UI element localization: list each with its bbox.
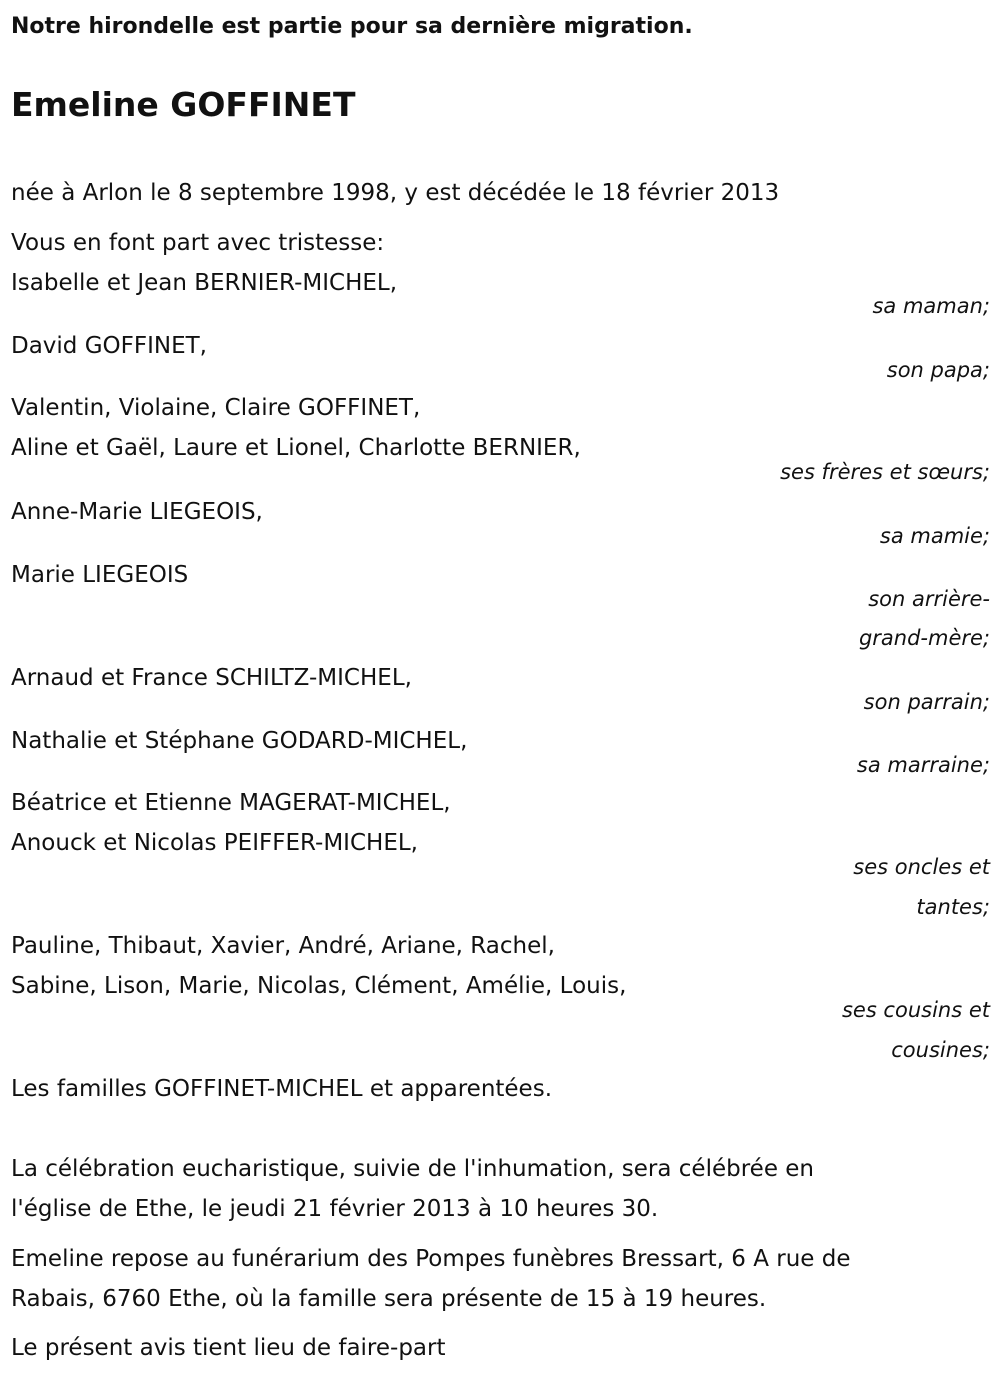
- family-names: David GOFFINET,: [11, 333, 207, 359]
- family-names: Marie LIEGEOIS: [11, 562, 189, 588]
- repose-text: Rabais, 6760 Ethe, où la famille sera présente de 15 à 19 heures.: [11, 1286, 767, 1312]
- family-names: Anne-Marie LIEGEOIS,: [11, 499, 263, 525]
- family-relation: grand-mère;: [858, 626, 990, 650]
- family-relation: son arrière-: [868, 587, 990, 611]
- intro: Vous en font part avec tristesse:: [11, 230, 385, 256]
- family-relation: ses oncles et: [853, 855, 990, 879]
- family-relation: tantes;: [916, 895, 990, 919]
- family-names: Sabine, Lison, Marie, Nicolas, Clément, Amélie, Louis,: [11, 973, 627, 999]
- family-relation: sa mamie;: [879, 524, 990, 548]
- family-names: Arnaud et France SCHILTZ-MICHEL,: [11, 665, 412, 691]
- family-names: Isabelle et Jean BERNIER-MICHEL,: [11, 270, 398, 296]
- birth-death: née à Arlon le 8 septembre 1998, y est décédée le 18 février 2013: [11, 180, 780, 206]
- family-relation: sa marraine;: [856, 753, 990, 777]
- family-names: Aline et Gaël, Laure et Lionel, Charlotte BERNIER,: [11, 435, 581, 461]
- family-names: Anouck et Nicolas PEIFFER-MICHEL,: [11, 830, 418, 856]
- family-names: Pauline, Thibaut, Xavier, André, Ariane, Rachel,: [11, 933, 555, 959]
- families-text: Les familles GOFFINET-MICHEL et apparentées.: [11, 1076, 553, 1102]
- notice-text: Le présent avis tient lieu de faire-part: [11, 1335, 446, 1361]
- family-relation: cousines;: [891, 1038, 990, 1062]
- family-names: Béatrice et Etienne MAGERAT-MICHEL,: [11, 790, 451, 816]
- header-text: Notre hirondelle est partie pour sa dernière migration.: [11, 14, 693, 39]
- family-relation: son papa;: [886, 358, 990, 382]
- deceased-name: Emeline GOFFINET: [11, 85, 356, 124]
- repose-text: Emeline repose au funérarium des Pompes funèbres Bressart, 6 A rue de: [11, 1246, 851, 1272]
- ceremony-text: l'église de Ethe, le jeudi 21 février 2013 à 10 heures 30.: [11, 1196, 659, 1222]
- family-relation: sa maman;: [872, 294, 990, 318]
- family-relation: son parrain;: [863, 690, 990, 714]
- ceremony-text: La célébration eucharistique, suivie de l'inhumation, sera célébrée en: [11, 1156, 815, 1182]
- family-relation: ses cousins et: [841, 998, 990, 1022]
- family-names: Valentin, Violaine, Claire GOFFINET,: [11, 395, 421, 421]
- family-relation: ses frères et sœurs;: [780, 460, 990, 484]
- family-names: Nathalie et Stéphane GODARD-MICHEL,: [11, 728, 468, 754]
